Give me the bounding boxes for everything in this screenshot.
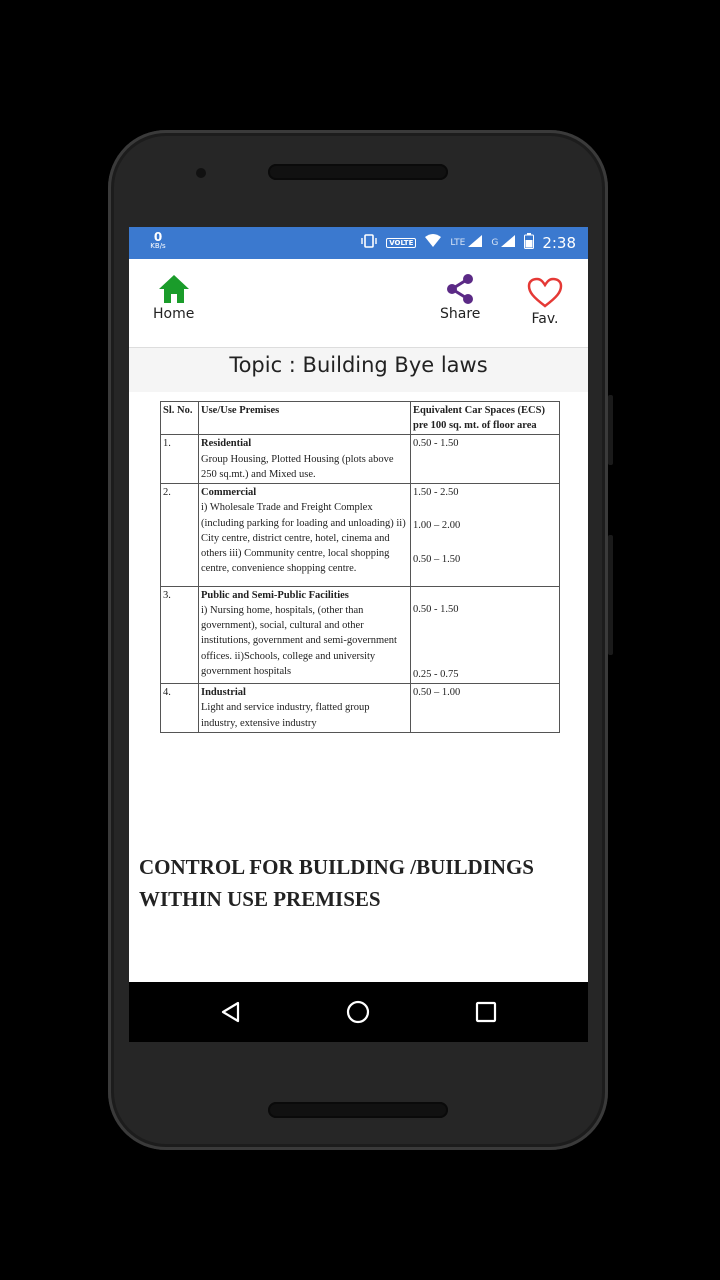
- table-header-row: [161, 402, 560, 435]
- category-description: Group Housing, Plotted Housing (plots above 250 sq.mt.) and Mixed use.: [201, 453, 394, 480]
- topic-title: Topic : Building Bye laws: [129, 348, 588, 392]
- home-circle-icon[interactable]: [346, 1000, 370, 1028]
- wifi-icon: [424, 234, 442, 252]
- ecs-value: 1.00 – 2.00: [413, 520, 461, 532]
- back-icon[interactable]: [219, 1000, 243, 1028]
- home-label: Home: [153, 306, 195, 322]
- network-type-1: LTE: [450, 238, 466, 248]
- table-cell-ecs: [411, 435, 560, 484]
- table-cell-ecs: [411, 684, 560, 733]
- vibrate-icon: [360, 234, 378, 252]
- table-cell-ecs: [411, 586, 560, 683]
- ecs-value: 0.50 - 1.50: [413, 603, 459, 615]
- signal-icon-2: [500, 234, 516, 252]
- network-type-2: G: [491, 238, 499, 248]
- table-row: [161, 435, 560, 484]
- bye-laws-document: [160, 401, 559, 733]
- table-cell-sl: 3.: [161, 586, 199, 683]
- network-speed: [143, 231, 173, 250]
- table-header: Sl. No.: [161, 402, 199, 435]
- network-speed-value: 0: [153, 230, 163, 244]
- screen: [129, 227, 588, 1042]
- volume-button: [608, 395, 613, 465]
- table-row: [161, 586, 560, 683]
- volte-badge: VOLTE: [386, 238, 416, 248]
- section-heading: CONTROL FOR BUILDING /BUILDINGS WITHIN USE PREMISES: [139, 855, 534, 911]
- table-cell-use: [199, 684, 411, 733]
- network-speed-unit: KB/s: [150, 242, 166, 250]
- table-cell-sl: 1.: [161, 435, 199, 484]
- fav-label: Fav.: [531, 311, 559, 327]
- ecs-value: 0.25 - 0.75: [413, 668, 459, 680]
- table-header: Use/Use Premises: [199, 402, 411, 435]
- share-icon: [442, 273, 478, 305]
- table-cell-use: [199, 586, 411, 683]
- table-header: Equivalent Car Spaces (ECS) pre 100 sq. mt. of floor area: [411, 402, 560, 435]
- heart-icon: [527, 277, 563, 309]
- share-label: Share: [440, 306, 481, 322]
- table-cell-sl: 2.: [161, 484, 199, 587]
- table-cell-sl: 4.: [161, 684, 199, 733]
- battery-icon: [524, 233, 534, 253]
- ecs-value: 0.50 – 1.50: [413, 553, 461, 565]
- clock: 2:38: [542, 234, 576, 252]
- category-label: Public and Semi-Public Facilities: [201, 589, 349, 601]
- share-button[interactable]: [440, 273, 480, 322]
- table-cell-use: [199, 435, 411, 484]
- category-label: Commercial: [201, 487, 257, 499]
- earpiece-speaker: [268, 164, 448, 180]
- home-button[interactable]: [153, 273, 194, 322]
- favorite-button[interactable]: [527, 277, 563, 327]
- app-toolbar: [129, 259, 588, 348]
- front-camera: [196, 168, 206, 178]
- table-cell-ecs: [411, 484, 560, 587]
- status-bar: [129, 227, 588, 259]
- power-button: [608, 535, 613, 655]
- system-nav-bar: [129, 982, 588, 1042]
- category-label: Industrial: [201, 687, 246, 699]
- ecs-value: 0.50 - 1.50: [413, 438, 459, 450]
- recents-icon[interactable]: [474, 1000, 498, 1028]
- category-description: Light and service industry, flatted group industry, extensive industry: [201, 702, 370, 729]
- ecs-value: 1.50 - 2.50: [413, 487, 459, 499]
- signal-icon-1: [467, 234, 483, 252]
- ecs-value: 0.50 – 1.00: [413, 687, 461, 699]
- category-description: i) Wholesale Trade and Freight Complex (including parking for loading and unloading) ii) City centre, district centre, hotel, cinema and others iii) Community centre, local shopping centre, convenience shopping centre.: [201, 502, 406, 575]
- bottom-speaker: [268, 1102, 448, 1118]
- table-row: [161, 684, 560, 733]
- table-row: [161, 484, 560, 587]
- parking-table: [160, 401, 560, 733]
- category-description: i) Nursing home, hospitals, (other than government), social, cultural and other institutions, government and semi-government offices. ii)Schools, college and university government hospitals: [201, 604, 397, 677]
- category-label: Residential: [201, 438, 252, 450]
- home-icon: [157, 273, 191, 305]
- table-cell-use: [199, 484, 411, 587]
